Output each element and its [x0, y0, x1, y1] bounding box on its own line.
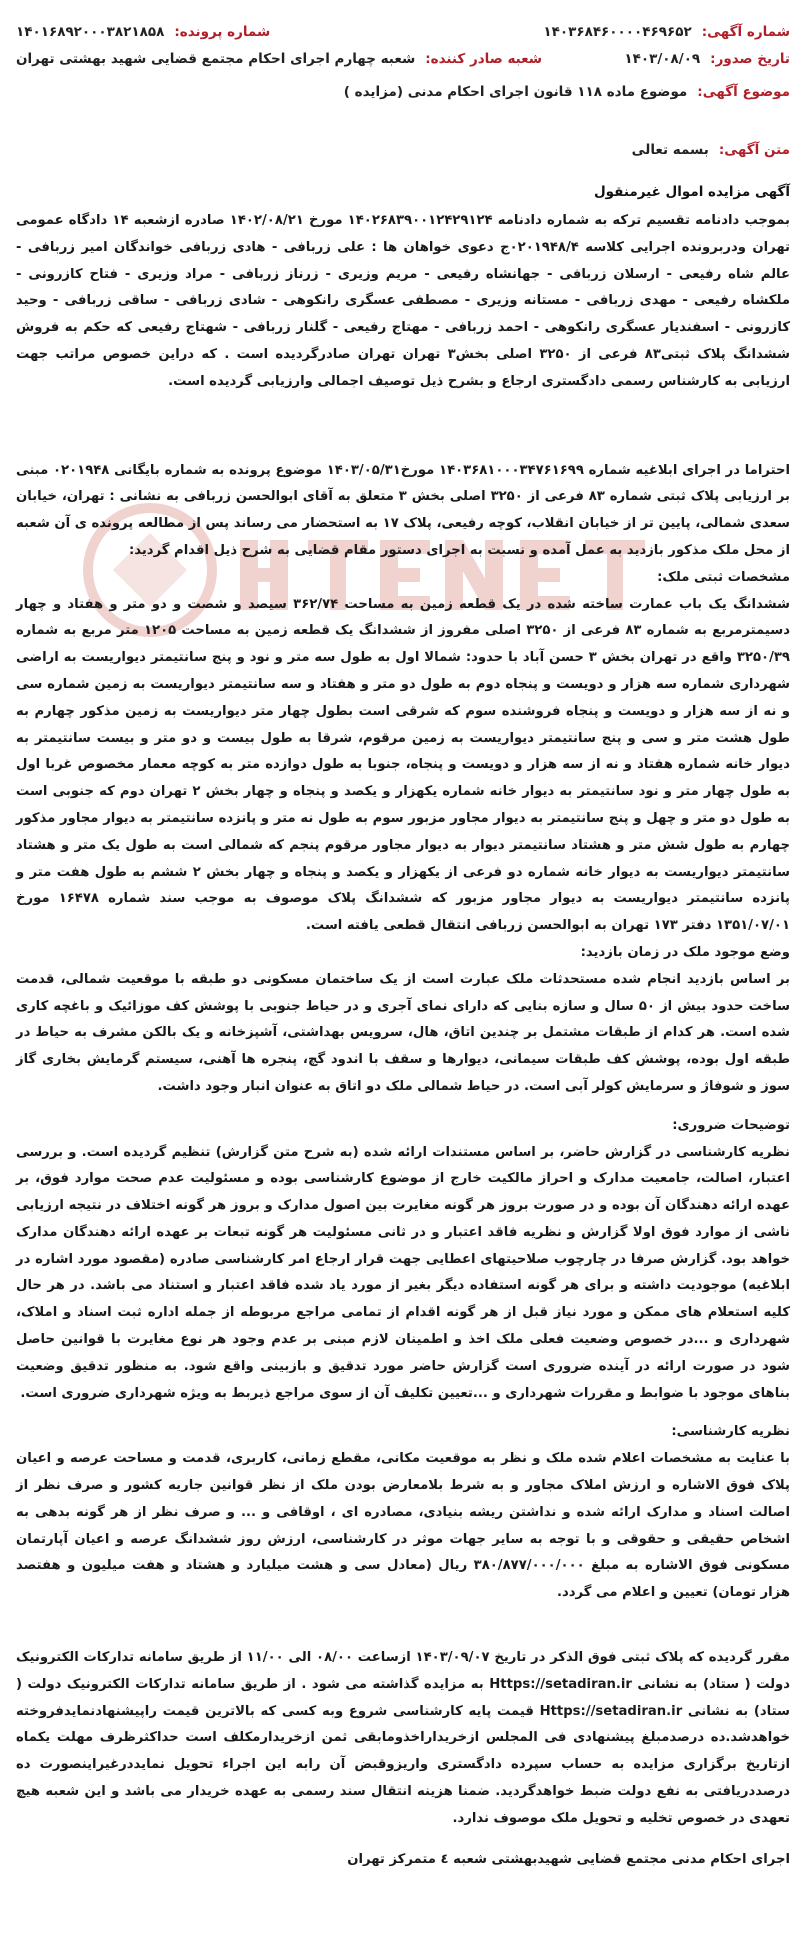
body-label-label: متن آگهی: — [718, 142, 790, 158]
closing-signature: اجرای احکام مدنی مجتمع قضایی شهیدبهشتی شعبه ٤ متمرکز تهران — [347, 1851, 790, 1867]
heading-registry: مشخصات ثبتی ملک: — [657, 569, 790, 585]
subject-label: موضوع آگهی: — [697, 84, 790, 100]
file-number — [16, 24, 270, 40]
issue-date-value: ۱۴۰۳/۰۸/۰۹ — [624, 50, 701, 67]
body-label — [16, 142, 790, 158]
issuer-label: شعبه صادر کننده: — [425, 50, 543, 67]
notice-title: آگهی مزایده اموال غیرمنقول — [593, 184, 790, 200]
paragraph-verdict: بموجب دادنامه تقسیم ترکه به شماره دادنامه ۱۴۰۲۶۸۳۹۰۰۱۲۴۲۹۱۲۴ مورخ ۱۴۰۲/۰۸/۲۱ صادره ازشعبه ۱۴ دادگاه عمومی تهران ودربرونده اجرایی کلاسه ۰۲۰۱۹۴۸/۴ج دعوی خواهان ها : علی زربافی - هادی زربافی خواندگان امیر زربافی - عالم شاه رفیعی - ارسلان زربافی - جهانشاه رفیعی - مریم وزیری - زرناز زربافی - مراد وزیری - فتاح کازرونی - ملکشاه رفیعی - مهدی زربافی - مستانه وزیری - مصطفی عسگری رانکوهی - شادی زربافی - ساقی زربافی - وحید کازرونی - اسفندیار عسگری رانکوهی - احمد زربافی - مهتاج رفیعی - گلنار زربافی - شهتاج رفیعی که حکم به فروش ششدانگ پلاک ثبتی۸۳ فرعی از ۳۲۵۰ اصلی بخش۳ تهران تهران صادرگردیده است . که دراین خصوص مراتب جهت ارزیابی به کارشناس رسمی دادگستری ارجاع و بشرح ذیل توصیف اجمالی وارزیابی گردیده است. — [16, 213, 790, 389]
issuer — [16, 51, 542, 67]
paragraph-status: بر اساس بازدید انجام شده مستحدثات ملک عبارت است از یک ساختمان مسکونی دو طبقه با موقعیت شمالی، قدمت ساخت حدود بیش از ۵۰ سال و سازه بنایی که دارای نمای آجری و در حیاط جنوبی با پوشش کف موزائیک و باغچه کاری شده است. هر کدام از طبقات مشتمل بر چندین اتاق، هال، سرویس بهداشتی، آشپزخانه و یک بالکن مشرف به حیاط در طبقه اول بوده، پوشش کف طبقات سیمانی، دیوارها و سقف با اندود گچ، پنجره ها آهنی، سیستم گرمایش بخاری گاز سوز و شوفاژ و سرمایش کولر آبی است. در حیاط شمالی ملک دو اتاق به عنوان انبار وجود داشت. — [16, 971, 790, 1094]
paragraph-assignment: احتراما در اجرای ابلاغیه شماره ۱۴۰۳۶۸۱۰۰۰۳۴۷۶۱۶۹۹ مورخ۱۴۰۳/۰۵/۳۱ موضوع پرونده به شماره بایگانی ۰۲۰۱۹۴۸ مبنی بر ارزیابی پلاک ثبتی شماره ۸۳ فرعی از ۳۲۵۰ اصلی بخش ۳ متعلق به آقای ابوالحسن زربافی به نشانی : تهران، خیابان سعدی شمالی، پایین تر از خیابان انقلاب، کوچه رفیعی، پلاک ۱۷ به استحضار می رساند پس از مطالعه پرونده ی آن شعبه از محل ملک مذکور بازدید به عمل آمده و نسبت به اجرای دستور مقام قضایی به شرح ذیل اقدام گردید: — [16, 462, 790, 558]
issuer-value: شعبه چهارم اجرای احکام مجتمع قضایی شهید بهشتی تهران — [16, 50, 416, 67]
file-number-label: شماره پرونده: — [174, 23, 271, 40]
paragraph-registry: ششدانگ یک باب عمارت ساخته شده در یک قطعه زمین به مساحت ۳۶۲/۷۴ سیصد و شصت و دو متر و هفتاد و چهار دسیمترمربع به شماره ۸۳ فرعی از ۳۲۵۰ اصلی مفروز از ششدانگ یک قطعه زمین به مساحت ۱۲۰۵ متر مربع به شماره ۳۲۵۰/۳۹ واقع در تهران بخش ۳ حسن آباد با حدود: شمالا اول به طول سه متر و نود و پنج سانتیمتر دیواریست به اراضی شهرداری شماره سه هزار و دویست و پنجاه دوم به طول دو متر و هفتاد و سه سانتیمتر دیواریست به زمین شماره سی و نه از سه هزار و دویست و پنجاه فروشنده سوم که شرقی است بطول چهار متر دیواریست به زمین مذکور چهارم به طول هشت متر و سی و پنج سانتیمتر دیواریست به زمین مرقوم، شرقا به طول بیست و دو متر و بیست سانتیمتر به دیوار خانه شماره هفتاد و نه از سه هزار و دویست و پنجاه، جنوبا به طول دوازده متر به کوچه معمار مخصوص غربا اول به طول چهار متر و نود سانتیمتر به دیوار خانه شماره یکهزار و یکصد و پنجاه و چهار بخش ۲ تهران دوم که جنوبی است به طول دو متر و چهل و پنج سانتیمتر به دیوار مجاور مزبور سوم به طول نه متر و پانزده سانتیمتر به دیوار مجاور مذکور چهارم به طول شش متر و هشتاد سانتیمتر دیوار به دیوار مجاور مرقوم پنجم که شمالی است به طول یک متر و هشتاد سانتیمتر دیواریست به دیوار خانه شماره دو فرعی از یکهزار و یکصد و پنجاه و چهار بخش ۲ ششم به طول هفت متر و پانزده سانتیمتر دیواریست به دیوار مجاور مزبور که ششدانگ پلاک موصوف به موجب سند شماره ۱۶۴۷۸ مورخ ۱۳۵۱/۰۷/۰۱ دفتر ۱۷۳ تهران به ابوالحسن زربافی انتقال قطعی یافته است. — [16, 596, 791, 934]
ad-number-value: ۱۴۰۳۶۸۴۶۰۰۰۰۴۶۹۶۵۲ — [543, 23, 692, 40]
paragraph-opinion: با عنایت به مشخصات اعلام شده ملک و نظر به موقعیت مکانی، مقطع زمانی، کاربری، قدمت و مساحت عرصه و اعیان پلاک فوق الاشاره و ارزش املاک مجاور و به شرط بلامعارض بودن ملک از نظر قوانین جاریه کشور و صرف نظر از اصالت اسناد و مدارک ارائه شده و نداشتن ریشه بنیادی، مصادره ای ، اوقافی و ... و صرف نظر از هر گونه بدهی به اشخاص حقیقی و حقوقی و با توجه به سایر جهات موثر در کارشناسی، ارزش روز ششدانگ عرصه و اعیان آپارتمان مسکونی فوق الاشاره به مبلغ ۳۸۰/۸۷۷/۰۰۰/۰۰۰ ریال (معادل سی و هشت میلیارد و هشتاد و هفت میلیون و هفتصد هزار تومان) تعیین و اعلام می گردد. — [16, 1451, 790, 1601]
notice-meta — [16, 18, 790, 128]
file-number-value: ۱۴۰۱۶۸۹۲۰۰۰۳۸۲۱۸۵۸ — [16, 23, 165, 40]
issue-date — [624, 51, 790, 67]
subject-value: موضوع ماده ۱۱۸ قانون اجرای احکام مدنی (مزایده ) — [343, 84, 688, 100]
meta-row-1 — [16, 18, 790, 45]
paragraph-notes: نظریه کارشناسی در گزارش حاضر، بر اساس مستندات ارائه شده (به شرح متن گزارش) تنظیم گردیده است. و بررسی اعتبار، اصالت، جامعیت مدارک و احراز مالکیت خارج از موضوع کارشناسی بوده و مسئولیت عدم صحت موارد فوق، بر عهده ارائه دهندگان آن بوده و در صورت بروز هر گونه مغایرت بین اصول مدارک و بروز هر گونه اختلاف در نتیجه ارزیابی ناشی از موارد فوق اولا گزارش و نظریه فاقد اعتبار و در ثانی مسئولیت هر گونه تبعات بر عهده ارائه دهندگان مدارک خواهد بود. گزارش صرفا در چارچوب صلاحیتهای اعطایی جهت قرار ارجاع امر کارشناسی صادره (مقصود مورد اشاره در ابلاغیه) موجودیت داشته و برای هر گونه استفاده دیگر بغیر از مورد یاد شده فاقد اعتبار و استناد می باشد. در هر حال کلیه استعلام های ممکن و مورد نیاز قبل از هر گونه اقدام از تمامی مراجع مربوطه از جمله اداره ثبت اسناد و املاک، شهرداری و ...در خصوص وضعیت فعلی ملک اخذ و اطمینان لازم مبنی بر عدم وجود هر نوع مغایرت با قوانین حاصل شود در صورت ارائه در آینده ضروری است گزارش حاضر مورد تدقیق و بازبینی واقع شود. به منظور تدقیق وضعیت بناهای موجود با ضوابط و مقررات شهرداری و ...تعیین تکلیف آن از سوی مراجع ذیربط به ویژه شهرداری ضروری است. — [16, 1144, 790, 1401]
subject — [16, 84, 790, 100]
ad-number-label: شماره آگهی: — [701, 23, 790, 40]
heading-status: وضع موجود ملک در زمان بازدید: — [580, 944, 790, 960]
ad-number — [543, 24, 790, 40]
body-label-value: بسمه تعالی — [631, 142, 709, 158]
paragraph-auction-terms: مقرر گردیده که پلاک ثبتی فوق الذکر در تاریخ ۱۴۰۳/۰۹/۰۷ ازساعت ۰۸/۰۰ الی ۱۱/۰۰ از طریق سامانه تدارکات الکترونیک دولت ( ستاد) به نشانی Https://setadiran.ir به مزایده گذاشته می شود . از طریق سامانه تدارکات الکترونیک دولت ( ستاد) به نشانی Https://setadiran.ir قیمت پایه کارشناسی شروع وبه کسی که بالاترین قیمت راپیشنهادنمایدفروخته خواهدشد.ده درصدمبلغ پیشنهادی فی المجلس ازخریداراخذومابقی ثمن ازخریدارمکلف است حداکثرظرف مهلت یکماه ازتاریخ برگزاری مزایده به حساب سپرده دادگستری واریزوقبض آن رابه این اجراء تحویل نمایددرغیراینصورت ده درصددریافتی به نفع دولت ضبط خواهدگردید. ضمنا هزینه انتقال سند رسمی به عهده خریدار می باشد و این شعبه هیچ تعهدی در خصوص تخلیه و تحویل ملک موصوف ندارد. — [16, 1650, 790, 1826]
meta-row-2 — [16, 45, 790, 72]
issue-date-label: تاریخ صدور: — [710, 50, 790, 67]
heading-notes: توضیحات ضروری: — [672, 1117, 790, 1133]
heading-opinion: نظریه کارشناسی: — [671, 1424, 790, 1440]
